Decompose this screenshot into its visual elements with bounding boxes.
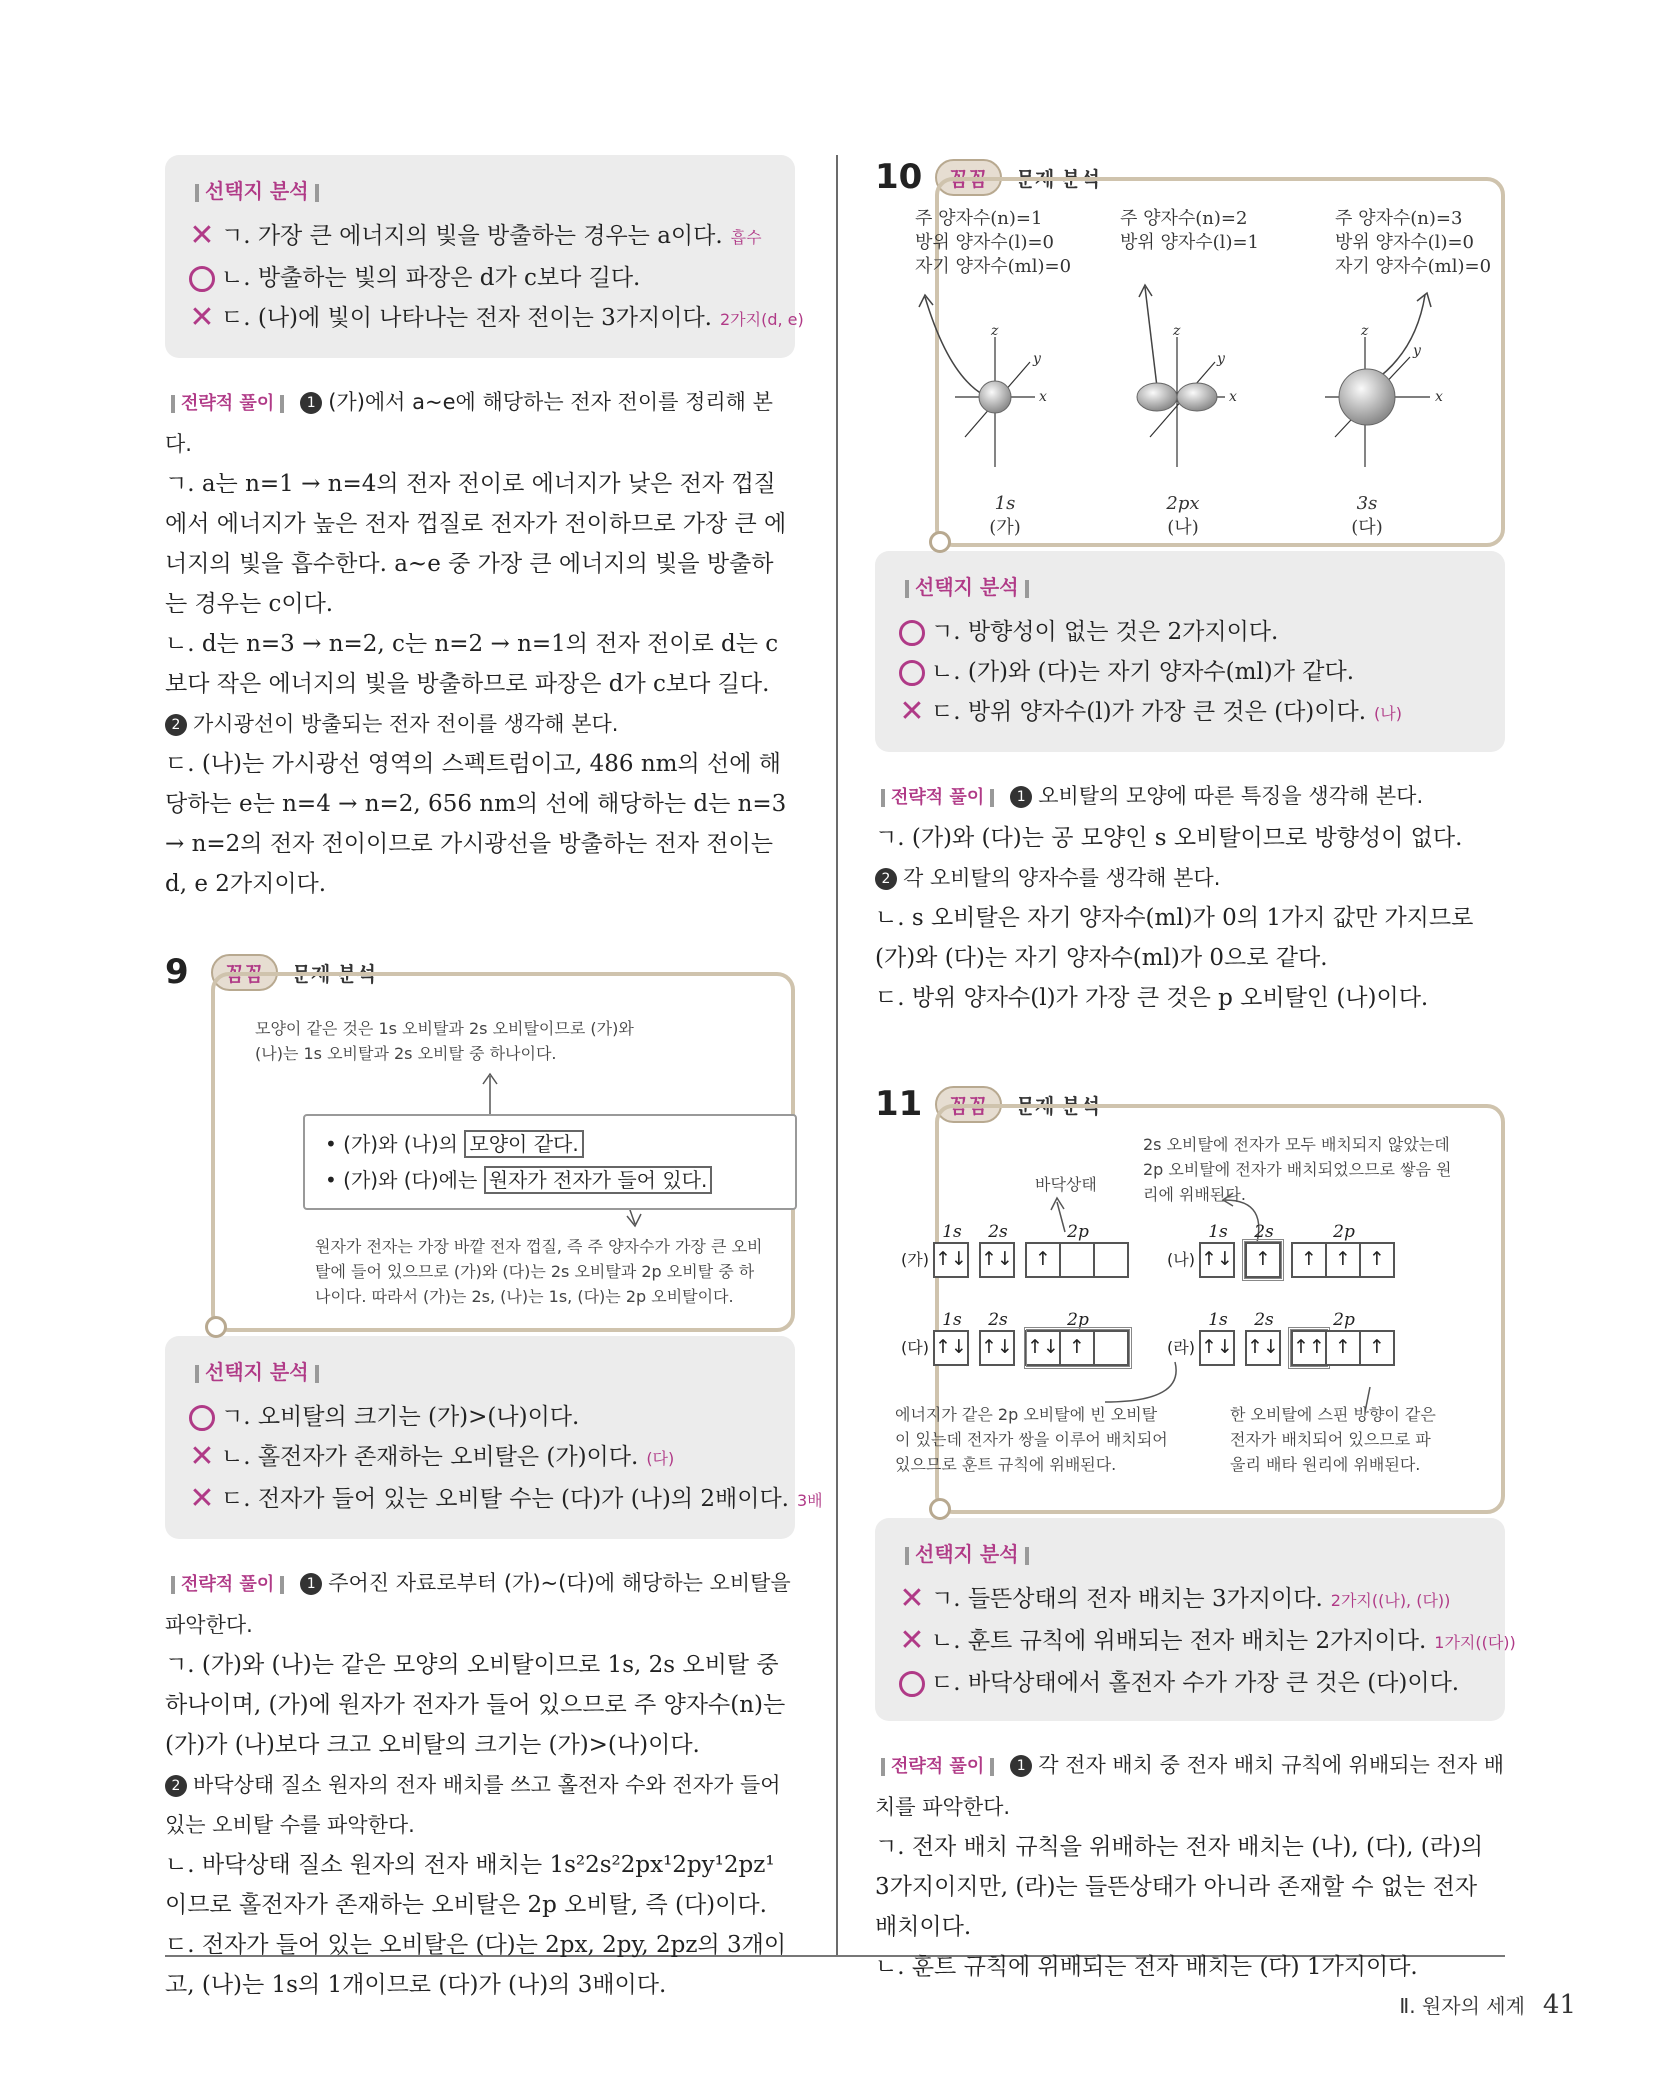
svg-text:x: x bbox=[1039, 389, 1047, 405]
q11-analysis: 11 꼼꼼 문제 분석 바닥상태 2s 오비탈에 전자가 모두 배치되지 않았는데 2p 오비탈에 전자가 배치되었으므로 쌓음 원 리에 위배된다. (가) 1s ↑↓ 2s ↑↓ 2p ↑ (나) 1s ↑↓ 2s ↑ 2p ↑ ↑ ↑ (다) 1s ↑↓ 2s ↑↓ 2p ↑↓ ↑ (라) 1s ↑↓ 2s ↑↓ 2p ↑↑ ↑ ↑ 에너지가 같은 2p 오비탈에 빈 오비탈 이 있는데 전자가 쌍을 이루어 배치되어 있으므로 훈트 규칙에 위배된다. 한 오비탈에 스핀 방향이 같은 전자가 배치되어 있으므로 파 울리 배타 원리에 위배된다. bbox=[875, 1082, 1505, 1514]
kkomkkom-badge: 꼼꼼 bbox=[935, 1086, 1002, 1123]
svg-text:z: z bbox=[991, 323, 999, 339]
q9-solution: 전략적 풀이 1 주어진 자료로부터 (가)~(다)에 해당하는 오비탈을 파악한다. ㄱ. (가)와 (나)는 같은 모양의 오비탈이므로 1s, 2s 오비탈 중 하나이며, (가)에 원자가 전자가 들어 있으므로 주 양자수(n)는 (가)가 (나)보다 크고 오비탈의 크기는 (가)>(나)이다. 2 바닥상태 질소 원자의 전자 배치를 쓰고 홀전자 수와 전자가 들어 있는 오비탈 수를 파악한다. ㄴ. 바닥상태 질소 원자의 전자 배치는 1s²2s²2px¹2py¹2pz¹이므로 홀전자가 존재하는 오비탈은 2p 오비탈, 즉 (다)이다. ㄷ. 전자가 들어 있는 오비탈은 (다)는 2px, 2py, 2pz의 3개이고, (나)는 1s의 1개이므로 (다)가 (나)의 3배이다. bbox=[165, 1563, 795, 2005]
svg-text:y: y bbox=[1033, 351, 1041, 367]
wrong-mark-icon: ✕ bbox=[189, 218, 215, 253]
choice-item: ㄱ. 방향성이 없는 것은 2가지이다. bbox=[899, 612, 1481, 652]
solution-paragraph: ㄷ. (나)는 가시광선 영역의 스펙트럼이고, 486 nm의 선에 해당하는 e는 n=4 → n=2, 656 nm의 선에 해당하는 d는 n=3 → n=2의 전자 전이이므로 가시광선을 방출하는 전자 전이는 d, e 2가지이다. bbox=[165, 751, 787, 897]
q10-analysis bbox=[875, 155, 1505, 547]
wrong-mark-icon: ✕ bbox=[189, 300, 215, 335]
column-divider bbox=[836, 155, 838, 1955]
q10-solution: 전략적 풀이 1 오비탈의 모양에 따른 특징을 생각해 본다. ㄱ. (가)와 (다)는 공 모양인 s 오비탈이므로 방향성이 없다. 2 각 오비탈의 양자수를 생각해 본다. ㄴ. s 오비탈은 자기 양자수(ml)가 0의 1가지 값만 가지므로 (가)와 (다)는 자기 양자수(ml)가 0으로 같다. ㄷ. 방위 양자수(l)가 가장 큰 것은 p 오비탈인 (나)이다. bbox=[875, 776, 1505, 1018]
solution-paragraph: ㄴ. s 오비탈은 자기 양자수(ml)가 0의 1가지 값만 가지므로 (가)와 (다)는 자기 양자수(ml)가 0으로 같다. bbox=[875, 905, 1474, 971]
question-number: 10 bbox=[875, 157, 923, 197]
kkomkkom-badge: 꼼꼼 bbox=[211, 954, 278, 991]
wrong-mark-icon: ✕ bbox=[899, 1581, 925, 1616]
solution-paragraph: ㄴ. 훈트 규칙에 위배되는 전자 배치는 (다) 1가지이다. bbox=[875, 1954, 1418, 1980]
q11-solution: 전략적 풀이 1 각 전자 배치 중 전자 배치 규칙에 위배되는 전자 배치를 파악한다. ㄱ. 전자 배치 규칙을 위배하는 전자 배치는 (나), (다), (라)의 3가지이지만, (라)는 들뜬상태가 아니라 존재할 수 없는 전자 배치이다. ㄴ. 훈트 규칙에 위배되는 전자 배치는 (다) 1가지이다. bbox=[875, 1745, 1505, 1987]
kkomkkom-badge: 꼼꼼 bbox=[935, 159, 1002, 196]
wrong-mark-icon: ✕ bbox=[189, 1439, 215, 1474]
svg-text:z: z bbox=[1361, 323, 1369, 339]
q8-solution: 전략적 풀이 1 (가)에서 a~e에 해당하는 전자 전이를 정리해 본다. ㄱ. a는 n=1 → n=4의 전자 전이로 에너지가 낮은 전자 껍질에서 에너지가 높은 전자 껍질로 전자가 전이하므로 가장 큰 에너지의 빛을 흡수한다. a~e 중 가장 큰 에너지의 빛을 방출하는 경우는 c이다. ㄴ. d는 n=3 → n=2, c는 n=2 → n=1의 전자 전이로 d는 c보다 작은 에너지의 빛을 방출하므로 파장은 d가 c보다 길다. 2 가시광선이 방출되는 전자 전이를 생각해 본다. ㄷ. (나)는 가시광선 영역의 스펙트럼이고, 486 nm의 선에 해당하는 e는 n=4 → n=2, 656 nm의 선에 해당하는 d는 n=3 → n=2의 전자 전이이므로 가시광선을 방출하는 전자 전이는 d, e 2가지이다. bbox=[165, 382, 795, 904]
analysis-label: 문제 분석 bbox=[1015, 166, 1100, 191]
orbital-figure: 주 양자수(n)=1 방위 양자수(l)=0 자기 양자수(ml)=0 주 양자수(n)=2 방위 양자수(l)=1 주 양자수(n)=3 방위 양자수(l)=0 자기 양자수(ml)=0 z y x z y x z y x 1s (가) 2px (나) 3s (다) bbox=[895, 207, 1505, 527]
condition-frame: • (가)와 (나)의 모양이 같다. • (가)와 (다)에는 원자가 전자가 들어 있다. bbox=[303, 1114, 797, 1210]
chapter-title: Ⅱ. 원자의 세계 bbox=[1399, 1994, 1525, 2018]
question-number: 9 bbox=[165, 952, 189, 992]
right-column bbox=[875, 155, 1516, 1987]
page-footer bbox=[1399, 1990, 1576, 2020]
correct-mark-icon bbox=[189, 266, 215, 292]
orbital-diagram bbox=[895, 277, 1505, 477]
choice-item: ✕ ㄷ. 방위 양자수(l)가 가장 큰 것은 (다)이다. (나) bbox=[899, 694, 1402, 729]
choice-item: ㄷ. 바닥상태에서 홀전자 수가 가장 큰 것은 (다)이다. bbox=[899, 1663, 1481, 1703]
choice-item: ㄴ. 방출하는 빛의 파장은 d가 c보다 길다. bbox=[189, 258, 771, 298]
left-column bbox=[165, 155, 823, 2005]
choice-item: ㄴ. (가)와 (다)는 자기 양자수(ml)가 같다. bbox=[899, 652, 1481, 692]
solution-paragraph: ㄴ. 바닥상태 질소 원자의 전자 배치는 1s²2s²2px¹2py¹2pz¹이므로 홀전자가 존재하는 오비탈은 2p 오비탈, 즉 (다)이다. bbox=[165, 1852, 775, 1918]
config-da: (다) 1s ↑↓ 2s ↑↓ 2p ↑↓ ↑ bbox=[895, 1310, 1141, 1366]
config-na: (나) 1s ↑↓ 2s ↑ 2p ↑ ↑ ↑ bbox=[1161, 1222, 1407, 1278]
choice-item: ✕ ㄱ. 가장 큰 에너지의 빛을 방출하는 경우는 a이다. 흡수 bbox=[189, 218, 762, 253]
svg-text:z: z bbox=[1173, 323, 1181, 339]
solution-paragraph: ㄱ. a는 n=1 → n=4의 전자 전이로 에너지가 낮은 전자 껍질에서 에너지가 높은 전자 껍질로 전자가 전이하므로 가장 큰 에너지의 빛을 흡수한다. a~e 중 가장 큰 에너지의 빛을 방출하는 경우는 c이다. bbox=[165, 471, 787, 617]
svg-text:y: y bbox=[1217, 351, 1225, 367]
wrong-mark-icon: ✕ bbox=[899, 1623, 925, 1658]
config-row-1 bbox=[895, 1222, 1407, 1292]
solution-paragraph: ㄱ. 전자 배치 규칙을 위배하는 전자 배치는 (나), (다), (라)의 3가지이지만, (라)는 들뜬상태가 아니라 존재할 수 없는 전자 배치이다. bbox=[875, 1834, 1484, 1940]
solution-tag: 전략적 풀이 bbox=[165, 393, 290, 414]
q11-choice-box: 선택지 분석 ✕ ㄱ. 들뜬상태의 전자 배치는 3가지이다. 2가지((나), (다)) ✕ ㄴ. 훈트 규칙에 위배되는 전자 배치는 2가지이다. 1가지((다)) ㄷ. 바닥상태에서 홀전자 수가 가장 큰 것은 (다)이다. bbox=[875, 1518, 1505, 1721]
choice-item: ✕ ㄴ. 훈트 규칙에 위배되는 전자 배치는 2가지이다. 1가지((다)) bbox=[899, 1623, 1516, 1658]
correct-mark-icon bbox=[899, 660, 925, 686]
solution-paragraph: ㄱ. (가)와 (나)는 같은 모양의 오비탈이므로 1s, 2s 오비탈 중 하나이며, (가)에 원자가 전자가 들어 있으므로 주 양자수(n)는 (가)가 (나)보다 크고 오비탈의 크기는 (가)>(나)이다. bbox=[165, 1652, 786, 1758]
choice-box-title: 선택지 분석 bbox=[189, 175, 771, 204]
q8-choice-box bbox=[165, 155, 804, 358]
solution-paragraph: ㄱ. (가)와 (다)는 공 모양인 s 오비탈이므로 방향성이 없다. bbox=[875, 825, 1463, 851]
q9-choice-box: 선택지 분석 ㄱ. 오비탈의 크기는 (가)>(나)이다. ✕ ㄴ. 홀전자가 존재하는 오비탈은 (가)이다. (다) ✕ ㄷ. 전자가 들어 있는 오비탈 수는 (다)가 (나)의 2배이다. 3배 bbox=[165, 1336, 795, 1539]
q10-choice-box: 선택지 분석 ㄱ. 방향성이 없는 것은 2가지이다. ㄴ. (가)와 (다)는 자기 양자수(ml)가 같다. ✕ ㄷ. 방위 양자수(l)가 가장 큰 것은 (다)이다. (나) bbox=[875, 551, 1505, 752]
wrong-mark-icon: ✕ bbox=[189, 1481, 215, 1516]
solution-step: 2 각 오비탈의 양자수를 생각해 본다. bbox=[875, 858, 1505, 898]
choice-item: ✕ ㄷ. (나)에 빛이 나타나는 전자 전이는 3가지이다. 2가지(d, e) bbox=[189, 300, 804, 335]
solution-paragraph: ㄴ. d는 n=3 → n=2, c는 n=2 → n=1의 전자 전이로 d는 c보다 작은 에너지의 빛을 방출하므로 파장은 d가 c보다 길다. bbox=[165, 631, 779, 697]
page-number: 41 bbox=[1542, 1990, 1576, 2020]
question-number: 11 bbox=[875, 1084, 923, 1124]
choice-item: ✕ ㄷ. 전자가 들어 있는 오비탈 수는 (다)가 (나)의 2배이다. 3배 bbox=[189, 1481, 823, 1516]
choice-item: ✕ ㄴ. 홀전자가 존재하는 오비탈은 (가)이다. (다) bbox=[189, 1439, 675, 1474]
analysis-label: 문제 분석 bbox=[1015, 1093, 1100, 1118]
config-row-2 bbox=[895, 1310, 1407, 1380]
solution-step: 2 바닥상태 질소 원자의 전자 배치를 쓰고 홀전자 수와 전자가 들어 있는 오비탈 수를 파악한다. bbox=[165, 1773, 781, 1837]
analysis-label: 문제 분석 bbox=[291, 961, 376, 986]
correct-mark-icon bbox=[189, 1405, 215, 1431]
config-ra: (라) 1s ↑↓ 2s ↑↓ 2p ↑↑ ↑ ↑ bbox=[1161, 1310, 1407, 1366]
solution-paragraph: ㄷ. 전자가 들어 있는 오비탈은 (다)는 2px, 2py, 2pz의 3개이고, (나)는 1s의 1개이므로 (다)가 (나)의 3배이다. bbox=[165, 1932, 787, 1998]
solution-paragraph: ㄷ. 방위 양자수(l)가 가장 큰 것은 p 오비탈인 (나)이다. bbox=[875, 985, 1429, 1011]
analysis-box: 모양이 같은 것은 1s 오비탈과 2s 오비탈이므로 (가)와 (나)는 1s 오비탈과 2s 오비탈 중 하나이다. • (가)와 (나)의 모양이 같다. • (가)와 (다)에는 원자가 전자가 들어 있다. 원자가 전자는 가장 바깥 전자 껍질, 즉 주 양자수가 가장 큰 오비 탈에 들어 있으므로 (가)와 (다)는 2s 오비탈과 2p 오비탈 중 하 나이다. 따라서 (가)는 2s, (나)는 1s, (다)는 2p 오비탈이다. bbox=[211, 972, 795, 1332]
wrong-mark-icon: ✕ bbox=[899, 694, 925, 729]
solution-step: 2 가시광선이 방출되는 전자 전이를 생각해 본다. bbox=[165, 704, 795, 744]
config-ga: (가) 1s ↑↓ 2s ↑↓ 2p ↑ bbox=[895, 1222, 1141, 1278]
choice-item: ㄱ. 오비탈의 크기는 (가)>(나)이다. bbox=[189, 1397, 771, 1437]
svg-text:x: x bbox=[1435, 389, 1443, 405]
svg-text:y: y bbox=[1413, 343, 1421, 359]
svg-text:x: x bbox=[1229, 389, 1237, 405]
correct-mark-icon bbox=[899, 1671, 925, 1697]
choice-item: ✕ ㄱ. 들뜬상태의 전자 배치는 3가지이다. 2가지((나), (다)) bbox=[899, 1581, 1451, 1616]
q9-analysis bbox=[165, 950, 795, 1332]
correct-mark-icon bbox=[899, 620, 925, 646]
